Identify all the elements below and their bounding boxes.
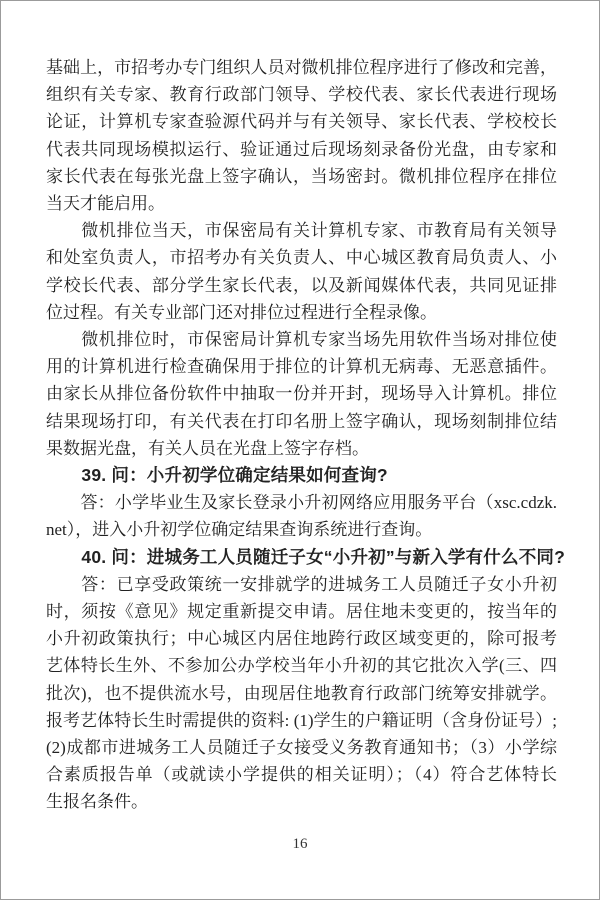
text-line: 微机排位当天，市保密局有关计算机专家、市教育局有关领导 xyxy=(46,221,557,241)
text-line: 时，须按《意见》规定重新提交申请。居住地未变更的，按当年的 xyxy=(46,602,557,622)
text-line: 学校长代表、部分学生家长代表，以及新闻媒体代表，共同见证排 xyxy=(46,275,557,295)
question-39 xyxy=(46,462,557,489)
text-line: 位过程。有关专业部门还对排位过程进行全程录像。 xyxy=(46,302,437,322)
text-line: 小升初政策执行；中心城区内居住地跨行政区域变更的，除可报考 xyxy=(46,629,557,649)
text-line: 答：小学毕业生及家长登录小升初网络应用服务平台（xsc.cdzk. xyxy=(46,493,557,513)
text-line: 艺体特长生外、不参加公办学校当年小升初的其它批次入学(三、四 xyxy=(46,656,557,676)
text-line: 论证，计算机专家查验源代码并与有关领导、家长代表、学校校长 xyxy=(46,112,557,132)
text-line: 微机排位时，市保密局计算机专家当场先用软件当场对排位使 xyxy=(46,330,557,350)
answer-39 xyxy=(46,489,557,543)
text-line: (2)成都市进城务工人员随迁子女接受义务教育通知书；（3）小学综 xyxy=(46,738,557,758)
question-40 xyxy=(46,544,565,571)
text-line: 当天才能启用。 xyxy=(46,194,165,214)
text-line: 答：已享受政策统一安排就学的进城务工人员随迁子女小升初 xyxy=(46,574,557,594)
paragraph-ranking-procedure xyxy=(46,326,557,462)
answer-40 xyxy=(46,571,557,816)
question-line: 40. 问：进城务工人员随迁子女“小升初”与新入学有什么不同? xyxy=(46,546,565,567)
text-line: net），进入小升初学位确定结果查询系统进行查询。 xyxy=(46,520,433,540)
text-line: 基础上，市招考办专门组织人员对微机排位程序进行了修改和完善， xyxy=(46,58,557,77)
document-text xyxy=(46,54,565,816)
text-line: 批次)，也不提供流水号，由现居住地教育行政部门统筹安排就学。 xyxy=(46,683,557,703)
text-line: 结果现场打印，有关代表在打印名册上签字确认，现场刻制排位结 xyxy=(46,411,557,431)
text-line: 家长代表在每张光盘上签字确认，当场密封。微机排位程序在排位 xyxy=(46,166,557,186)
text-line: 组织有关专家、教育行政部门领导、学校代表、家长代表进行现场 xyxy=(46,85,557,105)
paragraph-ranking-day-witnesses xyxy=(46,217,557,326)
text-line: 果数据光盘，有关人员在光盘上签字存档。 xyxy=(46,438,369,458)
text-line: 和处室负责人，市招考办有关负责人、中心城区教育局负责人、小 xyxy=(46,248,557,268)
paragraph-ranking-program xyxy=(46,54,557,217)
text-line: 报考艺体特长生时需提供的资料: (1)学生的户籍证明（含身份证号）; xyxy=(46,710,557,730)
page-number: 16 xyxy=(292,836,308,852)
text-line: 合素质报告单（或就读小学提供的相关证明）；（4）符合艺体特长 xyxy=(46,765,557,785)
text-line: 由家长从排位备份软件中抽取一份并开封，现场导入计算机。排位 xyxy=(46,384,557,404)
text-line: 代表共同现场模拟运行、验证通过后现场刻录备份光盘，由专家和 xyxy=(46,139,557,159)
text-line: 用的计算机进行检查确保用于排位的计算机无病毒、无恶意插件。 xyxy=(46,357,557,377)
question-line: 39. 问：小升初学位确定结果如何查询? xyxy=(46,465,388,486)
text-line: 生报名条件。 xyxy=(46,792,148,812)
